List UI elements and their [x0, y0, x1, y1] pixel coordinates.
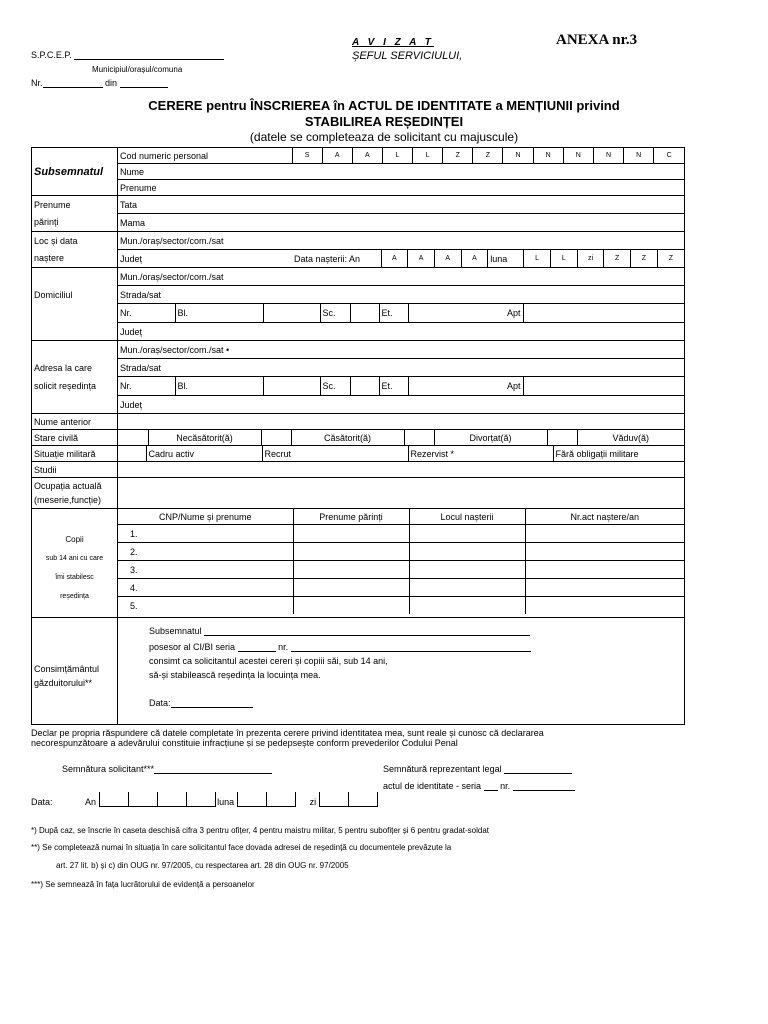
- studii-label: Studii: [32, 462, 118, 478]
- loc-data-label: Loc și data: [32, 232, 118, 250]
- sef-serviciu-label: ȘEFUL SERVICIULUI,: [352, 50, 463, 62]
- mama-field[interactable]: Mama: [118, 214, 685, 232]
- data-nasterii-label: Data nașterii: An: [294, 253, 361, 264]
- cnp-box[interactable]: A: [322, 148, 352, 163]
- consimt-data: Data:: [149, 698, 253, 708]
- resedinta-sc-field[interactable]: Sc.: [320, 377, 350, 395]
- an-box[interactable]: A: [434, 250, 461, 267]
- resedinta-bl-field[interactable]: Bl.: [175, 377, 263, 395]
- note-2b: art. 27 lit. b) și c) din OUG nr. 97/2005, cu respectarea art. 28 din OUG nr. 97/2005: [56, 861, 349, 870]
- data-luna-box[interactable]: [266, 792, 296, 807]
- domiciliu-sc-field[interactable]: Sc.: [320, 304, 350, 322]
- copii-row[interactable]: 1.: [118, 525, 684, 543]
- nume-anterior-field[interactable]: [118, 414, 685, 430]
- act-nr-field[interactable]: [513, 790, 575, 791]
- zi-label: zi: [577, 250, 604, 267]
- stare-civila-label: Stare civilă: [32, 430, 118, 446]
- anexa-label: ANEXA nr.3: [556, 32, 638, 48]
- data-an-box[interactable]: [157, 792, 187, 807]
- copii-row[interactable]: 4.: [118, 579, 684, 597]
- nume-anterior-label: Nume anterior: [32, 414, 118, 430]
- domiciliu-strada-field[interactable]: Strada/sat: [118, 286, 685, 304]
- spcep-field[interactable]: [74, 59, 224, 60]
- cnp-box[interactable]: N: [593, 148, 623, 163]
- resedinta-et-field[interactable]: Et.: [379, 377, 408, 395]
- copii-row[interactable]: 2.: [118, 543, 684, 561]
- avizat-label: A V I Z A T: [352, 37, 434, 48]
- loc-nastere-field[interactable]: Mun./oraș/sector/com./sat: [118, 232, 685, 250]
- consimt-nume-field[interactable]: [204, 635, 530, 636]
- copii-header-act: Nr.act naștere/an: [525, 509, 684, 525]
- copii-label: Copii sub 14 ani cu care îmi stabilesc reședința: [32, 509, 118, 618]
- data-an-box[interactable]: [99, 792, 129, 807]
- act-identitate: actul de identitate - seria nr.: [383, 781, 575, 791]
- note-1: *) După caz, se înscrie în caseta deschisă cifra 3 pentru ofițer, 4 pentru maistru militar, 5 pentru subofițer și 6 pentru gradat-soldat: [31, 826, 490, 835]
- cnp-box[interactable]: Z: [443, 148, 473, 163]
- declaration-line1: Declar pe propria răspundere că datele completate în prezenta cerere privind identitatea mea, sunt reale și cunosc că declararea: [31, 728, 544, 738]
- municipiu-label: Municipiul/orașul/comuna: [92, 65, 183, 74]
- prenume-parinti-label: Prenume: [32, 196, 118, 214]
- copii-row[interactable]: 3.: [118, 561, 684, 579]
- act-seria-field[interactable]: [484, 790, 498, 791]
- rezervist-label[interactable]: Rezervist *: [408, 446, 553, 461]
- fara-obligatii-label[interactable]: Fără obligații militare: [553, 446, 684, 461]
- domiciliu-judet-field[interactable]: Județ: [118, 323, 685, 341]
- cadru-activ-checkbox[interactable]: [118, 446, 146, 461]
- domiciliu-apt-field[interactable]: [523, 304, 684, 322]
- note-3: ***) Se semnează în fața lucrătorului de evidență a persoanelor: [31, 880, 255, 889]
- domiciliu-mun-field[interactable]: Mun./oraș/sector/com./sat: [118, 268, 685, 286]
- title-line1: CERERE pentru ÎNSCRIEREA în ACTUL DE IDENTITATE a MENȚIUNII privind: [148, 98, 620, 113]
- domiciliu-bl-field[interactable]: Bl.: [175, 304, 263, 322]
- ocupatia-field[interactable]: [118, 478, 685, 509]
- recrut-label[interactable]: Recrut: [262, 446, 408, 461]
- copii-header-cnp: CNP/Nume și prenume: [118, 509, 293, 525]
- consimtamant-label: Consimțământul găzduitorului**: [32, 618, 118, 725]
- ocupatia-label: Ocupația actuală (meserie,funcție): [32, 478, 118, 509]
- declaration-line2: necorespunzătoare a adevărului constituie infracțiune și se pedepsește conform prevederilor Codului Penal: [31, 738, 458, 748]
- data-zi-box[interactable]: [348, 792, 378, 807]
- cnp-box[interactable]: N: [503, 148, 533, 163]
- data-zi-box[interactable]: [319, 792, 349, 807]
- zi-box[interactable]: Z: [657, 250, 684, 267]
- note-2a: **) Se completează numai în situația în care solicitantul face dovada adresei de reședință cu documentele prevăzute la: [31, 843, 452, 852]
- adresa-label-1: Adresa la care: [32, 359, 118, 377]
- semnatura-reprezentant: Semnătură reprezentant legal: [383, 764, 572, 774]
- cnp-box[interactable]: S: [292, 148, 322, 163]
- luna-label: luna: [488, 250, 524, 267]
- consimt-data-field[interactable]: [171, 707, 253, 708]
- domiciliu-et-field[interactable]: Et.: [379, 304, 408, 322]
- nastere-label: naștere: [32, 250, 118, 268]
- studii-field[interactable]: [118, 462, 685, 478]
- cnp-row: [32, 148, 685, 164]
- consimt-nr-field[interactable]: [291, 651, 531, 652]
- luna-box[interactable]: L: [550, 250, 577, 267]
- copii-header-loc: Locul nașterii: [409, 509, 525, 525]
- domiciliul-label: Domiciliul: [32, 286, 118, 304]
- semnatura-solicitant-field[interactable]: [154, 773, 272, 774]
- necasatorit-checkbox[interactable]: [118, 430, 148, 445]
- nr-din-line: Nr. din: [31, 78, 168, 88]
- subsemnatul-label: Subsemnatul: [32, 164, 118, 180]
- cnp-box[interactable]: A: [352, 148, 382, 163]
- cnp-box[interactable]: C: [654, 148, 684, 163]
- parinti-label: părinți: [32, 214, 118, 232]
- din-field[interactable]: [120, 87, 168, 88]
- form-table: [31, 147, 685, 725]
- resedinta-apt-label: Apt: [506, 381, 521, 391]
- cnp-box[interactable]: N: [563, 148, 593, 163]
- semnatura-solicitant: Semnătura solicitant***: [62, 764, 272, 774]
- domiciliu-apt-label: Apt: [506, 308, 521, 318]
- copii-row[interactable]: 5.: [118, 597, 684, 615]
- vaduv-label: Văduv(ă): [577, 430, 684, 445]
- resedinta-judet-field[interactable]: Județ: [118, 396, 685, 414]
- copii-table: [118, 509, 684, 614]
- cnp-label: Cod numeric personal: [120, 150, 209, 161]
- title-line3: (datele se completeaza de solicitant cu majuscule): [249, 130, 519, 144]
- resedinta-apt-field[interactable]: [523, 377, 684, 395]
- consimt-seria-field[interactable]: [238, 651, 276, 652]
- nume-field[interactable]: Nume: [118, 164, 685, 180]
- consimt-subsemnatul: Subsemnatul: [149, 626, 530, 636]
- cnp-box[interactable]: N: [533, 148, 563, 163]
- spcep-label: S.P.C.E.P.: [31, 50, 224, 60]
- casatorit-label: Căsătorit(ă): [291, 430, 404, 445]
- resedinta-strada-field[interactable]: Strada/sat: [118, 359, 685, 377]
- copii-header-parinti: Prenume părinți: [293, 509, 409, 525]
- prenume-field[interactable]: Prenume: [118, 180, 685, 196]
- semnatura-reprezentant-field[interactable]: [504, 773, 572, 774]
- vaduv-checkbox[interactable]: [547, 430, 577, 445]
- zi-box[interactable]: Z: [631, 250, 658, 267]
- cnp-box[interactable]: Z: [473, 148, 503, 163]
- data-an-box[interactable]: [128, 792, 158, 807]
- consimtamant-block: [118, 618, 685, 725]
- luna-box[interactable]: L: [524, 250, 551, 267]
- data-semnare: Data: An luna zi: [31, 792, 377, 808]
- title-line2: STABILIREA REȘEDINȚEI: [304, 114, 464, 129]
- cnp-box[interactable]: N: [624, 148, 654, 163]
- judet-nastere-field[interactable]: Județ: [120, 253, 143, 264]
- consimt-posesor: posesor al CI/BI seria nr.: [149, 642, 531, 652]
- necasatorit-label: Necăsătorit(ă): [148, 430, 261, 445]
- adresa-label-2: solicit reședința: [32, 377, 118, 396]
- data-luna-box[interactable]: [237, 792, 267, 807]
- an-box[interactable]: A: [408, 250, 435, 267]
- tata-field[interactable]: Tata: [118, 196, 685, 214]
- cnp-box[interactable]: L: [382, 148, 412, 163]
- resedinta-nr-field[interactable]: Nr.: [120, 381, 132, 391]
- situatie-militara-label: Situație militară: [32, 446, 118, 462]
- consimt-text2: să-și stabilească reședința la locuința mea.: [149, 670, 321, 680]
- data-an-box[interactable]: [186, 792, 216, 807]
- divortat-label: Divorțat(ă): [434, 430, 547, 445]
- resedinta-mun-field[interactable]: Mun./oraș/sector/com./sat •: [118, 341, 685, 359]
- divortat-checkbox[interactable]: [404, 430, 434, 445]
- cadru-activ-label[interactable]: Cadru activ: [146, 446, 262, 461]
- domiciliu-nr-field[interactable]: Nr.: [120, 308, 132, 318]
- an-box[interactable]: A: [461, 250, 488, 267]
- casatorit-checkbox[interactable]: [261, 430, 291, 445]
- zi-box[interactable]: Z: [604, 250, 631, 267]
- an-box[interactable]: A: [381, 250, 408, 267]
- consimt-text1: consimt ca solicitantul acestei cereri și copiii săi, sub 14 ani,: [149, 656, 388, 666]
- nr-field[interactable]: [43, 87, 103, 88]
- cnp-box[interactable]: L: [413, 148, 443, 163]
